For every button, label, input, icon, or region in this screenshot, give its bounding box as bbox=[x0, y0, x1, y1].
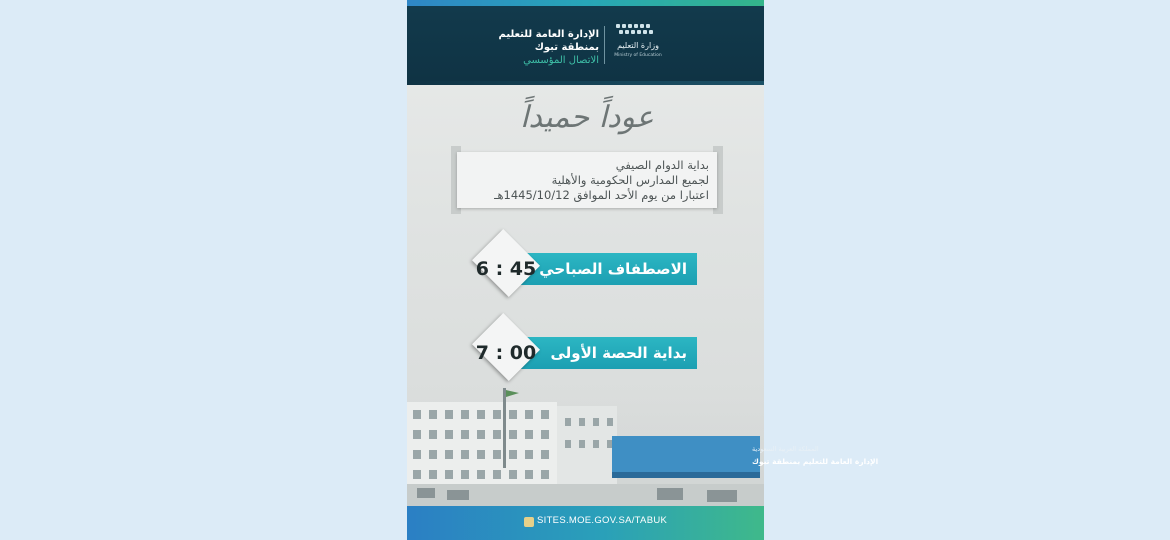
ministry-name-en: Ministry of Education bbox=[614, 53, 662, 58]
building-sign-line-2: الإدارة العامة للتعليم بمنطقة تبوك bbox=[752, 457, 879, 466]
schedule-time-first-period: 7 : 00 bbox=[475, 342, 537, 364]
footer-url: SITES.MOE.GOV.SA/TABUK bbox=[537, 515, 668, 526]
school-building-image bbox=[407, 384, 879, 510]
greeting-calligraphy: عوداً حميداً bbox=[520, 100, 654, 135]
poster-footer bbox=[407, 506, 764, 540]
header-department: الاتصال المؤسسي bbox=[523, 55, 599, 66]
schedule-time-assembly: 6 : 45 bbox=[475, 258, 537, 280]
ministry-logo-icon bbox=[616, 24, 660, 38]
announcement-ribbon bbox=[457, 152, 717, 208]
announcement-text bbox=[457, 158, 709, 203]
poster-header bbox=[407, 6, 764, 81]
ministry-name: وزارة التعليم bbox=[617, 41, 659, 50]
ministry-logo bbox=[610, 24, 666, 64]
time-badge-first-period bbox=[467, 324, 545, 382]
announcement-line-1: بداية الدوام الصيفي bbox=[615, 158, 709, 172]
header-title-block bbox=[447, 28, 599, 67]
announcement-line-3: اعتبارا من يوم الأحد الموافق 1445/10/12هـ bbox=[494, 188, 709, 202]
schedule-label-first-period: بداية الحصة الأولى bbox=[517, 337, 697, 369]
header-divider bbox=[604, 26, 605, 64]
schedule-label-assembly: الاصطفاف الصباحي bbox=[517, 253, 697, 285]
building-sign-line-1: المملكة العربية السعودية bbox=[752, 445, 819, 453]
time-badge-assembly bbox=[467, 240, 545, 298]
header-bottom-strip bbox=[407, 81, 764, 85]
moe-site-icon bbox=[524, 517, 534, 527]
announcement-poster bbox=[407, 0, 879, 540]
header-title: الإدارة العامة للتعليم bbox=[498, 29, 599, 40]
header-region: بمنطقة تبوك bbox=[534, 42, 599, 53]
announcement-line-2: لجميع المدارس الحكومية والأهلية bbox=[551, 173, 709, 187]
